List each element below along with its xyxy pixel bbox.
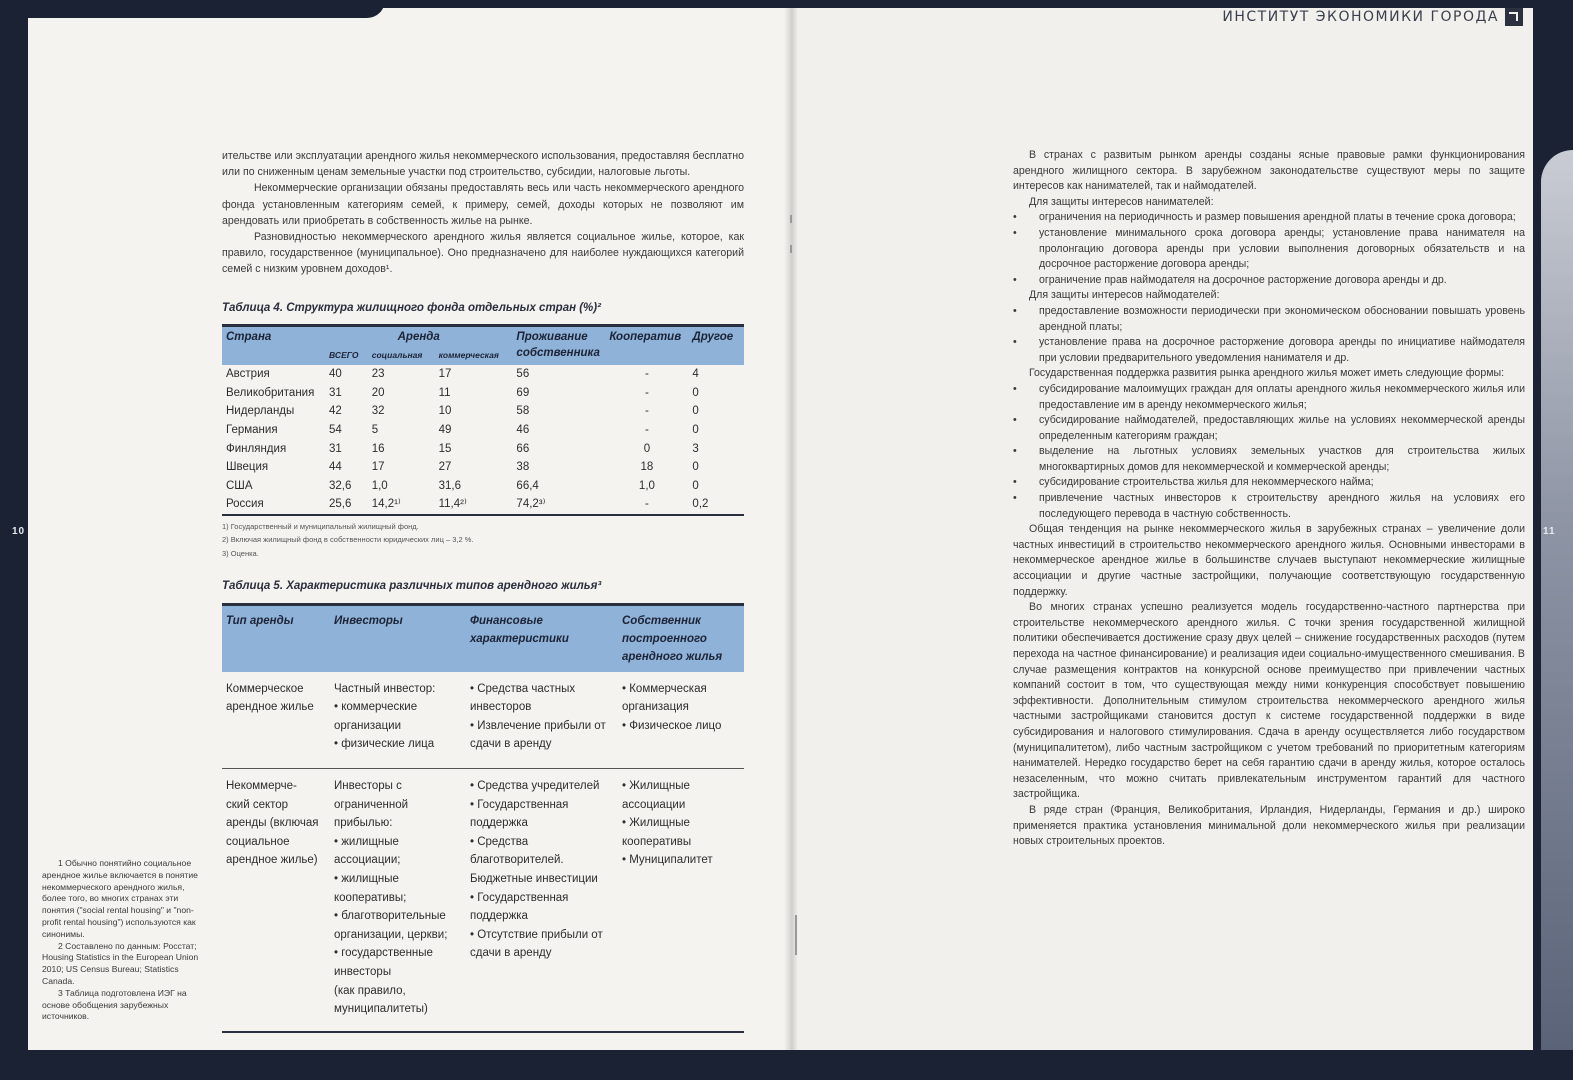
paragraph: В странах с развитым рынком аренды созданы ясные правовые рамки функционирования арендного жилищного сектора. В зарубежном законодательстве существуют меры по защите интересов как нанимателей, так и наймодателей. (1013, 149, 1525, 193)
th-other: Другое (688, 325, 744, 365)
table-cell-total: 54 (329, 424, 342, 437)
cell-line: муниципалитеты) (334, 1003, 428, 1016)
page-number-left: 10 (12, 526, 26, 537)
cell-line: ский сектор (226, 798, 289, 811)
table-cell-finance (466, 672, 618, 769)
cell-line: • жилищные (334, 835, 399, 848)
table-row (222, 495, 744, 515)
table-cell-total: 42 (329, 405, 342, 418)
table-cell-other: 0 (692, 424, 699, 437)
table-row (222, 458, 744, 477)
table-cell-country: Нидерланды (226, 405, 295, 418)
th-coop: Кооператив (605, 325, 688, 365)
cell-line: • Государственная (470, 891, 569, 904)
list-item: • ограничения на периодичность и размер повышения арендной платы в течение срока договора; (1013, 210, 1525, 226)
cell-line: • Средства (470, 835, 529, 848)
table-cell-social: 1,0 (371, 479, 388, 492)
footnote: 2 Составлено по данным: Росстат; Housing Statistics in the European Union 2010; US Census Bureau; Statistics Canada. (42, 940, 199, 986)
th-commercial: коммерческая (435, 347, 513, 365)
list-item: • установление минимального срока договора аренды; установление права нанимателя на пролонгацию договора аренды при условии выполнения договорных обязательств и на досрочное расторжение договора аренды; (1013, 226, 1525, 273)
table4-note: 2) Включая жилищный фонд в собственности юридических лиц – 3,2 %. (222, 535, 474, 545)
table-cell-social: 20 (371, 386, 385, 399)
table-cell-other: 3 (692, 442, 699, 455)
list-item: • установление права на досрочное расторжение договора аренды по инициативе наймодателя при условии предварительного уведомления нанимателя и др. (1013, 335, 1525, 366)
cell-line: ассоциации (622, 798, 686, 811)
cell-line: ограниченной (334, 798, 409, 811)
table-cell-coop: - (605, 495, 688, 515)
cell-line: прибылью: (334, 817, 393, 830)
table-cell-country: Финляндия (226, 442, 287, 455)
cell-line: • Средства частных (470, 682, 576, 695)
table-cell-coop: - (645, 368, 649, 381)
cell-line: поддержка (470, 910, 528, 923)
list-item: • предоставление возможности периодически при экономическом обосновании повышать уровень арендной платы; (1013, 304, 1525, 335)
cell-line: (как правило, (334, 984, 406, 997)
table-cell-type (222, 672, 330, 769)
table-cell-coop: - (645, 386, 649, 399)
table-row (222, 365, 744, 384)
cell-line: организации, церкви; (334, 928, 448, 941)
table-cell-owner: 56 (516, 368, 530, 381)
paragraph: Государственная поддержка развития рынка арендного жилья может иметь следующие формы: (1029, 367, 1505, 380)
cell-line: • Отсутствие прибыли от (470, 928, 603, 941)
cell-line: • Коммерческая (622, 682, 707, 695)
table-row (222, 384, 744, 403)
header-brand (1222, 8, 1523, 26)
cell-line: • Государственная (470, 798, 569, 811)
paragraph: Разновидностью некоммерческого арендного жилья является социальное жилье, которое, как правило, государственное (муниципальное). Оно предназначено для наиболее нуждающихся категорий семей с низким уровнем доходов¹. (222, 231, 744, 276)
list-item: • субсидирование малоимущих граждан для оплаты арендного жилья некоммерческого жилья или предоставление им в аренду некоммерческого жилья; (1013, 382, 1525, 413)
cell-line: инвесторов (470, 701, 532, 714)
th-total: ВСЕГО (325, 347, 368, 365)
cell-line: • Извлечение прибыли от (470, 719, 606, 732)
list-item: • субсидирование строительства жилья для некоммерческого найма; (1013, 475, 1525, 491)
table-cell-owner: 66,4 (516, 479, 539, 492)
th-social: социальная (368, 347, 435, 365)
crop-mark (790, 215, 792, 223)
table-cell-total: 25,6 (325, 495, 368, 515)
table-cell-other: 0 (692, 479, 699, 492)
cell-line: • государственные (334, 947, 433, 960)
table-cell-social: 5 (371, 424, 379, 437)
dark-corner (0, 0, 385, 18)
table-cell-country: Россия (222, 495, 325, 515)
cell-line: организация (622, 701, 689, 714)
list-item: • выделение на льготных условиях земельных участков для строительства жилых многоквартирных домов для некоммерческой и коммерческой аренды; (1013, 444, 1525, 475)
table-cell-commercial: 17 (438, 368, 452, 381)
table-cell-other: 0 (692, 405, 699, 418)
table5 (222, 603, 744, 1033)
cell-line: сдачи в аренду (470, 947, 552, 960)
cell-line: инвесторы (334, 966, 392, 978)
support-list (1013, 382, 1525, 522)
table-row (222, 672, 744, 769)
list-item: • привлечение частных инвесторов к строительству арендного жилья на условиях его последующего перевода в частную собственность. (1013, 491, 1525, 522)
paragraph: В ряде стран (Франция, Великобритания, Ирландия, Нидерланды, Германия и др.) широко применяется практика установления минимальной доли некоммерческого жилья при реализации новых строительных проектов. (1013, 803, 1525, 848)
table-cell-other: 0,2 (688, 495, 744, 515)
right-column (1013, 148, 1525, 850)
cell-line: поддержка (470, 817, 528, 830)
table-cell-commercial: 10 (438, 405, 452, 418)
cell-line: Коммерческое (226, 682, 304, 695)
crop-mark (795, 915, 797, 955)
table-cell-country: Германия (226, 424, 278, 437)
table-cell-finance (466, 769, 618, 1032)
cell-line: • Средства учредителей (470, 780, 600, 793)
table-cell-social: 32 (371, 405, 385, 418)
table-cell-coop: 1,0 (638, 479, 655, 492)
table-row (222, 402, 744, 421)
table4-title: Таблица 4. Структура жилищного фонда отдельных стран (%)² (222, 301, 601, 314)
table-cell-total: 32,6 (329, 479, 352, 492)
table-cell-total: 31 (329, 442, 342, 455)
paragraph: ительстве или эксплуатации арендного жилья некоммерческого использования, предоставляя бесплатно или по сниженным ценам земельные участки под строительство, субсидии, налоговые льготы. (222, 150, 744, 179)
cell-line: • жилищные (334, 873, 399, 886)
table-cell-country: Австрия (226, 368, 270, 381)
cell-line: кооперативы (622, 835, 692, 848)
table-cell-commercial: 15 (438, 442, 452, 455)
table4-note: 1) Государственный и муниципальный жилищный фонд. (222, 521, 419, 531)
cell-line: благотворителей. (470, 854, 564, 867)
table-cell-social: 17 (371, 461, 385, 474)
table-cell-type (222, 769, 330, 1032)
table-cell-coop: 0 (643, 442, 651, 455)
list-heading: Для защиты интересов наймодателей: (1029, 289, 1220, 302)
table-cell-total: 44 (329, 461, 342, 474)
table-cell-coop: - (645, 424, 649, 437)
cell-line: • благотворительные (334, 910, 446, 923)
th-owner-type: Собственник построенного арендного жилья (618, 604, 744, 672)
list-item: • ограничение прав наймодателя на досрочное расторжение договора аренды и др. (1013, 273, 1525, 289)
cell-line: • коммерческие (334, 701, 418, 714)
table-cell-owner (618, 769, 744, 1032)
table-row (222, 769, 744, 1032)
cell-line: • физические лица (334, 738, 435, 751)
table-cell-other: 0 (692, 461, 699, 474)
cell-line: социальное (226, 835, 290, 848)
cell-line: • Жилищные (622, 817, 690, 830)
table-cell-country: США (226, 479, 253, 492)
table5-title: Таблица 5. Характеристика различных типов арендного жилья³ (222, 580, 602, 593)
cell-line: Инвесторы с (334, 780, 402, 793)
table-cell-owner: 74,2³⁾ (512, 495, 605, 515)
footnote: 3 Таблица подготовлена ИЭГ на основе обобщения зарубежных источников. (42, 987, 187, 1022)
cell-line: кооперативы; (334, 891, 407, 904)
table-cell-social: 14,2¹⁾ (368, 495, 435, 515)
paragraph: Во многих странах успешно реализуется модель государственно-частного партнерства при строительстве некоммерческого арендного жилья. С точки зрения государственной жилищной политики обеспечивается достижение сразу двух целей – снижение государственных расходов (путем перехода на частное финансирование) и реализация идеи социально-имущественного смешивания. В случае размещения контрактов на конкурсной основе преимущество при привлечении частных компаний состоит в том, что существующая между ними конкуренция способствует повышению эффективности. Дополнительным стимулом строительства некоммерческого арендного жилья частными застройщиками становится доступ к системе государственной поддержки в виде субсидирования и налогового стимулирования. Сдача в аренду осуществляется либо государством (муниципалитетом), либо частным застройщиком с учетом требований по приоритетным категориям нанимателей. Нередко государство берет на себя гарантию сдачи в аренду жилья, которое осталось незаселенным, что можно считать привлекательным инструментом гарантий для частного застройщика. (1013, 601, 1525, 801)
th-rent: Аренда (325, 325, 512, 347)
table-cell-social: 16 (371, 442, 385, 455)
table-cell-owner: 38 (516, 461, 530, 474)
cell-line: арендное жилье (226, 701, 314, 714)
brand-name: ИНСТИТУТ ЭКОНОМИКИ ГОРОДА (1222, 9, 1499, 25)
table-cell-commercial: 27 (438, 461, 452, 474)
list-item: • субсидирование наймодателей, предоставляющих жилье на условиях некоммерческой аренды определенным категориям граждан; (1013, 413, 1525, 444)
table-cell-other: 0 (692, 386, 699, 399)
table-cell-owner: 66 (516, 442, 530, 455)
cell-line: • Физическое лицо (622, 719, 722, 732)
page-number-right: 11 (1543, 526, 1556, 537)
page-edge-gradient (1541, 150, 1573, 1050)
cell-line: ассоциации; (334, 854, 401, 867)
table-cell-commercial: 11,4²⁾ (435, 495, 513, 515)
table-cell-coop: - (645, 405, 649, 418)
left-column (222, 148, 744, 1033)
cell-line: организации (334, 719, 402, 732)
table4 (222, 324, 744, 516)
cell-line: • Жилищные (622, 780, 690, 793)
cell-line: • Муниципалитет (622, 854, 713, 867)
table-cell-owner: 58 (516, 405, 530, 418)
table-cell-commercial: 31,6 (438, 479, 461, 492)
cell-line: арендное жилье) (226, 854, 318, 867)
cell-line: Частный инвестор: (334, 682, 436, 695)
table-cell-other: 4 (692, 368, 699, 381)
brand-logo-icon (1505, 8, 1523, 26)
tenant-list (1013, 210, 1525, 288)
table-cell-total: 31 (329, 386, 342, 399)
cell-line: Некоммерче- (226, 780, 297, 793)
th-finance: Финансовые характеристики (466, 604, 618, 672)
table-cell-commercial: 49 (438, 424, 452, 437)
table-cell-country: Великобритания (226, 386, 315, 399)
table-row (222, 421, 744, 440)
table-cell-investors (330, 672, 466, 769)
table-row (222, 477, 744, 496)
table-cell-owner: 69 (516, 386, 530, 399)
cell-line: сдачи в аренду (470, 738, 552, 751)
book-gutter (784, 8, 798, 1050)
paragraph: Некоммерческие организации обязаны предоставлять весь или часть некоммерческого арендного фонда установленным категориям семей, к примеру, семей, доходы которых не позволяют им арендовать или приобретать в собственность жилье на рынке. (222, 182, 744, 227)
table-cell-investors (330, 769, 466, 1032)
cell-line: аренды (включая (226, 817, 319, 830)
table-cell-coop: 18 (640, 461, 654, 474)
table4-notes (222, 520, 744, 561)
table-cell-owner (618, 672, 744, 769)
table-cell-commercial: 11 (438, 386, 451, 399)
table-cell-total: 40 (329, 368, 342, 381)
landlord-list (1013, 304, 1525, 366)
th-investors: Инвесторы (330, 604, 466, 672)
list-heading: Для защиты интересов нанимателей: (1029, 195, 1214, 208)
th-owner: Проживание собственника (512, 325, 605, 365)
footnotes (42, 858, 206, 1023)
table-row (222, 440, 744, 459)
table-cell-country: Швеция (226, 461, 269, 474)
footnote: 1 Обычно понятийно социальное арендное жилье включается в понятие некоммерческого арендного жилья, более того, во многих странах эти понятия ("social rental housing" и "non-profit rental housing") используются как синонимы. (42, 858, 198, 939)
table-cell-owner: 46 (516, 424, 530, 437)
th-country: Страна (222, 325, 325, 365)
paragraph: Общая тенденция на рынке некоммерческого жилья в зарубежных странах – увеличение доли частных инвестиций в строительство некоммерческого арендного жилья. Основными инвесторами в некоммерческое арендное жилье в большинстве случаев выступают некоммерческие жилищные ассоциации и другие частные застройщики, получающие соответствующую государственную поддержку. (1013, 523, 1525, 598)
th-type: Тип аренды (222, 604, 330, 672)
crop-mark (790, 245, 792, 253)
cell-line: Бюджетные инвестиции (470, 873, 598, 886)
table4-note: 3) Оценка. (222, 548, 259, 558)
table-cell-social: 23 (371, 368, 385, 381)
